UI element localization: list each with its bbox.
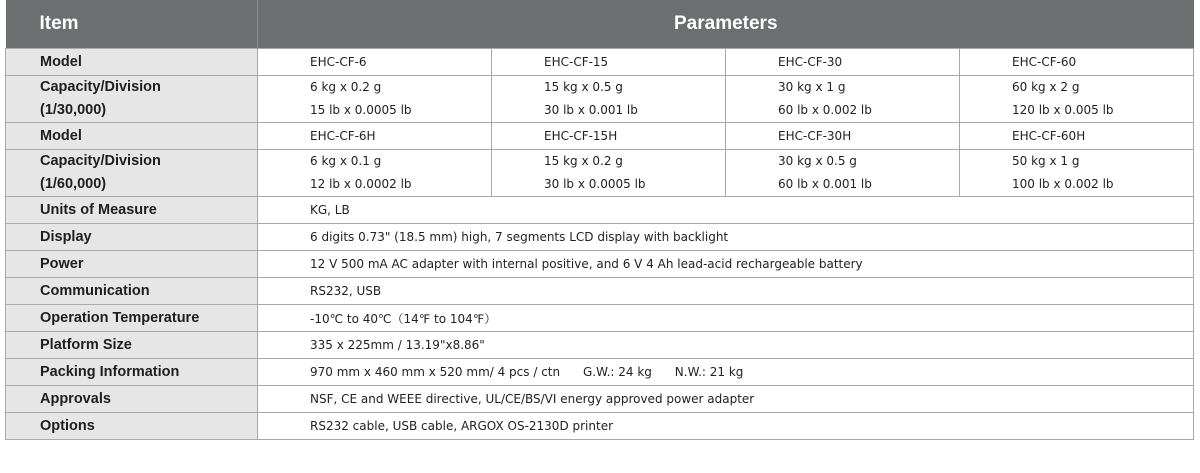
capacity-lb: 30 lb x 0.001 lb — [544, 103, 638, 117]
spec-value: 970 mm x 460 mm x 520 mm/ 4 pcs / ctn G.W.: 24 kg N.W.: 21 kg — [258, 359, 1194, 386]
capacity-lb: 120 lb x 0.005 lb — [1012, 103, 1114, 117]
units-row — [6, 197, 1194, 224]
specifications-table — [5, 0, 1194, 440]
spec-value: NSF, CE and WEEE directive, UL/CE/BS/VI energy approved power adapter — [258, 386, 1194, 413]
packing-row — [6, 359, 1194, 386]
spec-value: RS232 cable, USB cable, ARGOX OS-2130D printer — [258, 413, 1194, 440]
capacity-lb: 15 lb x 0.0005 lb — [310, 103, 412, 117]
capacity-lb: 30 lb x 0.0005 lb — [544, 177, 646, 191]
platform-size-row — [6, 332, 1194, 359]
capacity-lb: 100 lb x 0.002 lb — [1012, 177, 1114, 191]
row-label: Model — [6, 49, 258, 76]
row-label: Packing Information — [6, 359, 258, 386]
communication-row — [6, 278, 1194, 305]
capacity-kg: 50 kg x 1 g — [1012, 154, 1080, 168]
spec-value: -10℃ to 40℃（14℉ to 104℉） — [258, 305, 1194, 332]
capacity-cell — [492, 150, 726, 197]
display-row — [6, 224, 1194, 251]
capacity-cell — [960, 76, 1194, 123]
row-label-line: (1/30,000) — [40, 102, 107, 118]
spec-value: 6 digits 0.73" (18.5 mm) high, 7 segments LCD display with backlight — [258, 224, 1194, 251]
model-cell: EHC-CF-60H — [960, 123, 1194, 150]
row-label: Display — [6, 224, 258, 251]
table-header-row — [6, 0, 1194, 49]
capacity-cell — [726, 150, 960, 197]
capacity-kg: 15 kg x 0.5 g — [544, 80, 623, 94]
parameters-column-header: Parameters — [258, 0, 1194, 49]
model-cell: EHC-CF-30H — [726, 123, 960, 150]
capacity-lb: 60 lb x 0.001 lb — [778, 177, 872, 191]
row-label: Model — [6, 123, 258, 150]
model-row-standard — [6, 49, 1194, 76]
model-cell: EHC-CF-6 — [258, 49, 492, 76]
row-label: Operation Temperature — [6, 305, 258, 332]
row-label: Communication — [6, 278, 258, 305]
capacity-cell — [960, 150, 1194, 197]
capacity-kg: 6 kg x 0.2 g — [310, 80, 382, 94]
spec-value: RS232, USB — [258, 278, 1194, 305]
capacity-lb: 60 lb x 0.002 lb — [778, 103, 872, 117]
model-cell: EHC-CF-6H — [258, 123, 492, 150]
row-label: Approvals — [6, 386, 258, 413]
capacity-cell — [492, 76, 726, 123]
model-row-high-resolution — [6, 123, 1194, 150]
row-label: Units of Measure — [6, 197, 258, 224]
row-label-line: Capacity/Division — [40, 153, 161, 169]
item-column-header: Item — [6, 0, 258, 49]
model-cell: EHC-CF-15H — [492, 123, 726, 150]
approvals-row — [6, 386, 1194, 413]
row-label: Options — [6, 413, 258, 440]
model-cell: EHC-CF-60 — [960, 49, 1194, 76]
temperature-row — [6, 305, 1194, 332]
spec-value: 335 x 225mm / 13.19"x8.86" — [258, 332, 1194, 359]
capacity-cell — [258, 150, 492, 197]
capacity-cell — [258, 76, 492, 123]
row-label-line: (1/60,000) — [40, 176, 107, 192]
capacity-kg: 30 kg x 0.5 g — [778, 154, 857, 168]
row-label — [6, 76, 258, 123]
capacity-kg: 6 kg x 0.1 g — [310, 154, 382, 168]
capacity-kg: 30 kg x 1 g — [778, 80, 846, 94]
power-row — [6, 251, 1194, 278]
spec-value: 12 V 500 mA AC adapter with internal positive, and 6 V 4 Ah lead-acid rechargeable battery — [258, 251, 1194, 278]
capacity-row-30000 — [6, 76, 1194, 123]
capacity-cell — [726, 76, 960, 123]
capacity-kg: 60 kg x 2 g — [1012, 80, 1080, 94]
row-label: Platform Size — [6, 332, 258, 359]
model-cell: EHC-CF-15 — [492, 49, 726, 76]
capacity-row-60000 — [6, 150, 1194, 197]
options-row — [6, 413, 1194, 440]
model-cell: EHC-CF-30 — [726, 49, 960, 76]
row-label-line: Capacity/Division — [40, 79, 161, 95]
capacity-kg: 15 kg x 0.2 g — [544, 154, 623, 168]
spec-value: KG, LB — [258, 197, 1194, 224]
row-label — [6, 150, 258, 197]
row-label: Power — [6, 251, 258, 278]
capacity-lb: 12 lb x 0.0002 lb — [310, 177, 412, 191]
